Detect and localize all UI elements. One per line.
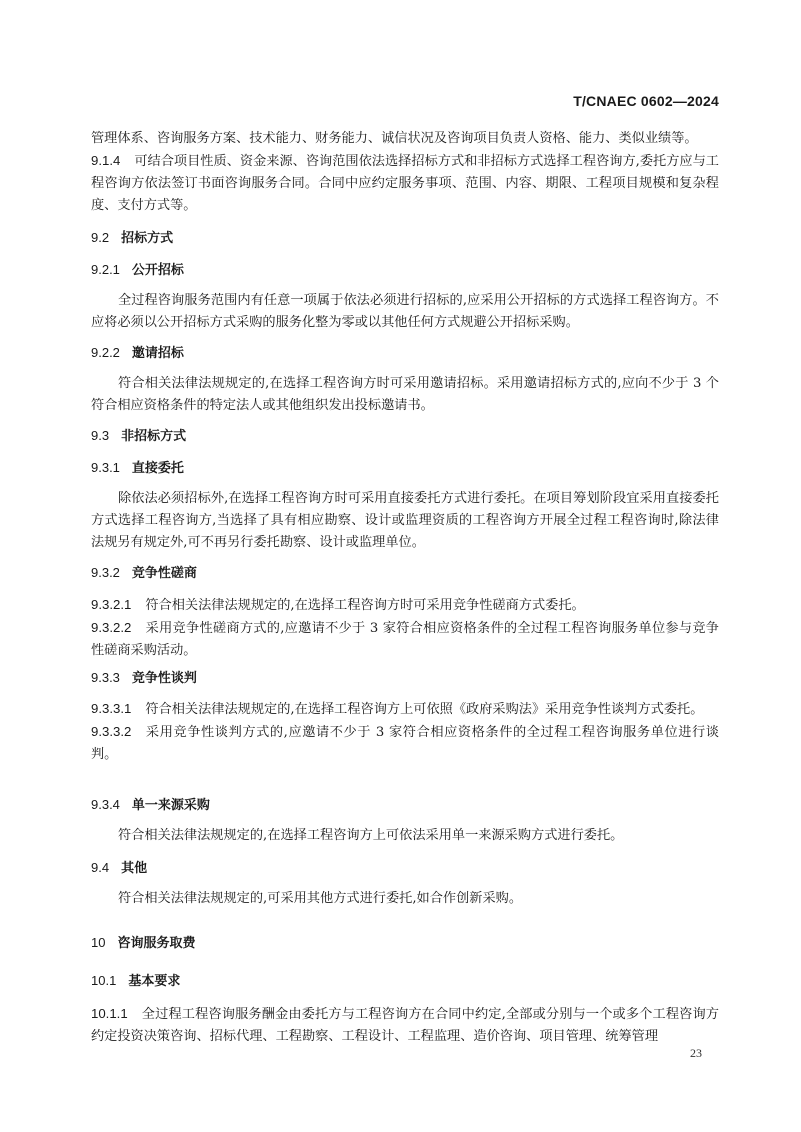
clause-9-3-3-1: 9.3.3.1 符合相关法律法规规定的,在选择工程咨询方上可依照《政府采购法》采用竞争性谈判方式委托。	[91, 701, 704, 717]
page-number: 23	[690, 1046, 702, 1060]
paragraph-9-2-1: 全过程咨询服务范围内有任意一项属于依法必须进行招标的,应采用公开招标的方式选择工程咨询方。不应将必须以公开招标方式采购的服务化整为零或以其他任何方式规避公开招标采购。	[91, 293, 719, 330]
clause-9-3-2-1: 9.3.2.1 符合相关法律法规规定的,在选择工程咨询方时可采用竞争性磋商方式委托。	[91, 597, 585, 613]
heading-9-3-2: 9.3.2 竞争性磋商	[91, 565, 197, 581]
paragraph	[91, 128, 719, 217]
heading-9-4: 9.4 其他	[91, 860, 148, 876]
heading-10: 10 咨询服务取费	[91, 935, 196, 951]
paragraph-9-2-2: 符合相关法律法规规定的,在选择工程咨询方时可采用邀请招标。采用邀请招标方式的,应向不少于 3 个符合相应资格条件的特定法人或其他组织发出投标邀请书。	[91, 376, 719, 413]
paragraph-9-4: 符合相关法律法规规定的,可采用其他方式进行委托,如合作创新采购。	[118, 891, 523, 906]
paragraph-text: 管理体系、咨询服务方案、技术能力、财务能力、诚信状况及咨询项目负责人资格、能力、类似业绩等。	[91, 131, 698, 146]
clause-9-3-3	[91, 698, 719, 766]
heading-9-3: 9.3 非招标方式	[91, 428, 187, 444]
heading-10-1: 10.1 基本要求	[91, 973, 181, 989]
paragraph-9-3-4: 符合相关法律法规规定的,在选择工程咨询方上可依法采用单一来源采购方式进行委托。	[118, 828, 624, 843]
clause-9-1-4: 9.1.4 可结合项目性质、资金来源、咨询范围依法选择招标方式和非招标方式选择工程咨询方,委托方应与工程咨询方依法签订书面咨询服务合同。合同中应约定服务事项、范围、内容、期限、工程项目规模和复杂程度、支付方式等。	[91, 153, 719, 213]
heading-9-2: 9.2 招标方式	[91, 230, 174, 246]
heading-9-3-1: 9.3.1 直接委托	[91, 460, 184, 476]
heading-9-3-3: 9.3.3 竞争性谈判	[91, 670, 197, 686]
clause-9-3-2-2: 9.3.2.2 采用竞争性磋商方式的,应邀请不少于 3 家符合相应资格条件的全过程工程咨询服务单位参与竞争性磋商采购活动。	[91, 620, 719, 658]
standard-number: T/CNAEC 0602—2024	[573, 93, 719, 109]
heading-9-3-4: 9.3.4 单一来源采购	[91, 797, 210, 813]
heading-9-2-1: 9.2.1 公开招标	[91, 262, 184, 278]
clause-9-3-2	[91, 594, 719, 662]
heading-9-2-2: 9.2.2 邀请招标	[91, 345, 184, 361]
paragraph-9-3-1: 除依法必须招标外,在选择工程咨询方时可采用直接委托方式进行委托。在项目筹划阶段宜采用直接委托方式选择工程咨询方,当选择了具有相应勘察、设计或监理资质的工程咨询方开展全过程工程咨询时,除法律法规另有规定外,可不再另行委托勘察、设计或监理单位。	[91, 491, 719, 550]
clause-10-1-1: 10.1.1 全过程工程咨询服务酬金由委托方与工程咨询方在合同中约定,全部或分别与一个或多个工程咨询方约定投资决策咨询、招标代理、工程勘察、工程设计、工程监理、造价咨询、项目管理、统筹管理	[91, 1006, 719, 1044]
clause-9-3-3-2: 9.3.3.2 采用竞争性谈判方式的,应邀请不少于 3 家符合相应资格条件的全过程工程咨询服务单位进行谈判。	[91, 724, 719, 762]
